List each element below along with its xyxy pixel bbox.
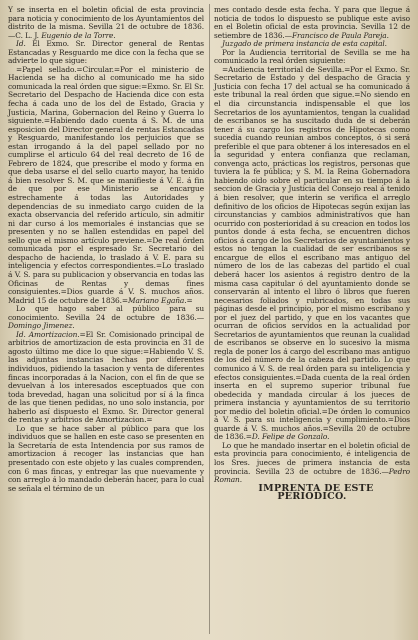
column-divider: [209, 4, 210, 634]
right-column: [214, 6, 410, 502]
section-heading: Id. Amortizacion.: [16, 329, 80, 339]
paragraph: =Papel sellado.=Circular.=Por el ministerio de Hacienda se ha dicho al comunicado me ha sido comunicada la real órden que sigue:=Exmo. Sr. El Sr. Secretario del Despacho de Hacienda dice con esta fecha á cada uno de los del de Estado, Gracia y Justicia, Marina, Gobernacion del Reino y Guerra lo siguiente.=Habiendo dado cuenta á S. M. de una esposicion del Director general de rentas Estancadas y Resguardo, manifestando los perjuicios que se estan irrogando á la del papel sellado por no cumplirse el articulo 64 del real decreto de 16 de Febrero de 1824, que prescribe el modo y forma en que deba usarse el del sello cuarto mayor, ha tenido á bien resolver S. M. que se manifieste á V. E. á fin de que por ese Ministerio se encargue estrechamente á todas las Autoridades y dependencias de su inmediato cargo cuiden de la exacta observancia del referido articulo, sin admitir ni dar curso á los memoriales é instancias que se presenten y no se hallen estendidas en papel del sello que el mismo artículo previene.=De real órden comunicada por el espresado Sr. Secretario del despacho de hacienda, lo traslado á V. E. para su inteligencia y efectos correspondientes.=Lo traslado á V. S. para su publicacion y observancia en todas las Oficinas de Rentas y demas fines consiguientes.=Dios guarde á V. S. muchos años. Madrid 15 de octubre de 1836.=Mariano Egaña.=: [8, 64, 204, 305]
paragraph: =Audiencia territorial de Sevilla.=Por el Exmo. Sr. Secretario de Estado y del despacho de Gracia y Justicia con fecha 17 del actual se ha comunicado á este tribunal la real órden que sigue.=No siendo en el dia circunstancia indispensable el que los Secretarios de los ayuntamientos, tengan la cualidad de escribanos se ha suscitado duda de si deberán tener á su cargo los registros de Hipotecas como sucedia cuando reunian ambos conceptos, ó si será preferible el que para obtener á los interesados en el la seguridad y entera confianza que reclaman, convenga acto, prácticas los registros, personas que tuviera la fe pública; y S. M. la Reina Gobernadora habiendo oido sobre el particular en su tiempo á la seccion de Gracia y Justicia del Consejo real á tenido á bien resolver, que interin se verifica el arreglo definitivo de los oficios de Hipotecas según exijan las circunstancias y cambios administrativos que han ocurrido con posterioridad á su creacion en todos los puntos donde á esta fecha, se encuentren dichos oficios á cargo de los Secretarios de ayuntamientos y estos no tengan la cualidad de ser escribanos se encargue de ellos el escribano mas antiguo del número de los de las cabezas del partido el cual deberá hacer los asientos á registro dentro de la misma casa capitular ó del ayuntamiento donde se conservarán al intento el libro ó libros que fueren necesarios foliados y rubricados, en todas sus páginas desde el principio, por el mismo escribano y por el juez del partido, y que en los vacantes que ocurran de oficios servidos en la actualidad por Secretarios de ayuntamientos que reunan la cualidad de escribanos se observe en lo sucesivo la misma regla de poner los á cargo del escribano mas antiguo de los del número de la cabeza del partido. Lo que comunico á V. S. de real órden para su inteligencia y efectos consiguientes.=Dada cuenta de la real órden inserta en el supremo superior tribunal fue obedecida y mandada circular á los jueces de primera instancia y ayuntamientos de su territorio por medio del boletin oficial.=De órden lo comunico á V. S. para su inteligencia y cumplimiento.=Dios guarde á V. S. muchos años.=Sevilla 20 de octubre de 1836.=D. Felipe de Gonzalo.: [214, 64, 410, 442]
paragraph: Por la Audiencia territorial de Sevilla se me ha comunicado la real órden siguiente:: [214, 47, 410, 66]
paragraph: Lo que se hace saber al público para que los individuos que se hallen en este caso se presenten en la Secretaría de esta Intendencia por sus ramos de amortizacion á recoger las instancias que han presentado con este objeto y las cuales comprenden, con 6 mas fincas, y entregar las que nuevamente y con arreglo á lo mandado deberán hacer, para lo cual se señala el término de un: [8, 423, 204, 493]
printer-imprint: IMPRENTA DE ESTE PERIODICO.: [258, 482, 374, 503]
paragraph: Id. El Exmo. Sr. Director general de Rentas Estancadas y Resguardo me dice con la fecha que se advierte lo que sigue:: [8, 39, 204, 66]
signature: D. Felipe de Gonzalo.: [251, 432, 330, 442]
signature: Domingo Jimenez.: [8, 321, 75, 331]
signature: Pedro Roman.: [214, 466, 410, 485]
paragraph: Id. Amortizacion.=El Sr. Comisionado principal de arbitrios de amortizacion de esta provincia en 31 de agosto último me dice lo que sigue:=Habiendo V. S. las adjuntas instancias hechas por diferentes individuos, pidiendo la tasacion y venta de diferentes fincas incorporadas á la Nacion, con el fin de que se devuelvan á los interesados esceptuados que con toda brevedad, hagan una solicitud por sí á la finca de las que tienen pedidas, no uno solo instancia, por haberlo así dispuesto el Exmo. Sr. Director general de rentas y arbitrios de Amortizacion.=: [8, 329, 204, 425]
section-heading: Id.: [16, 39, 26, 49]
signature: Mariano Egaña.=: [128, 295, 193, 305]
paragraph: mes contado desde esta fecha. Y para que llegue á noticia de todos lo dispuesto se publique este aviso en el Boletin oficial de esta provincia. Sevilla 12 de setiembre de 1836.—Francisco de Paula Pareja.: [214, 5, 410, 40]
paragraph: Lo que hago saber al público para su conocimiento. Sevilla 24 de octubre de 1836.—Domingo Jimenez.: [8, 304, 204, 331]
left-column: [8, 6, 204, 493]
paragraph: Lo que he mandado insertar en el boletin oficial de esta provincia para conocimiento, é inteligencia de los Sres. jueces de primera instancia de esta provincia. Sevilla 23 de octubre de 1836.—Pedro Roman.: [214, 440, 410, 485]
signature: Eugenio de la Torre.: [41, 30, 116, 40]
paragraph: Y se inserta en el boletin oficial de esta provincia para noticia y conocimiento de los Ayuntamientos del distrito de la misma. Sevilla 21 de octubre de 1836.—C. L. J. Eugenio de la Torre.: [8, 5, 204, 40]
section-heading: Juzgado de primera instancia de esta capital.: [222, 39, 387, 49]
signature: Francisco de Paula Pareja.: [291, 30, 389, 40]
